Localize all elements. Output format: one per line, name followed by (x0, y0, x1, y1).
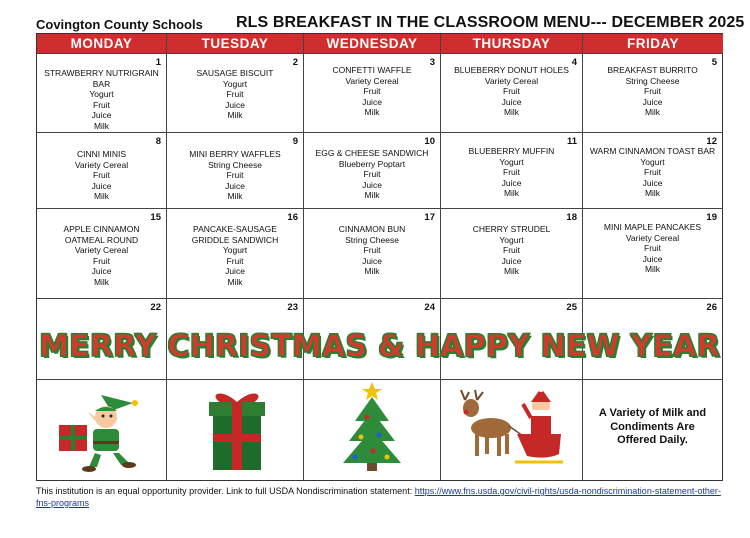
menu-entree: BLUEBERRY MUFFIN (468, 146, 555, 156)
menu-entree: BREAKFAST BURRITO (607, 65, 698, 75)
menu-entree: BLUEBERRY DONUT HOLES (454, 65, 569, 75)
day-cell (37, 54, 166, 132)
date-number: 24 (424, 302, 435, 313)
menu-title: RLS BREAKFAST IN THE CLASSROOM MENU--- DECEMBER 2025 (236, 14, 745, 31)
menu-entree: CONFETTI WAFFLE (332, 65, 412, 75)
menu-side: Fruit (226, 170, 244, 181)
menu-side: Milk (503, 107, 520, 118)
day-header-monday: MONDAY (37, 34, 166, 53)
date-number: 9 (292, 136, 298, 147)
menu-side: Juice (362, 96, 382, 107)
date-number: 11 (566, 136, 577, 147)
menu-side: Milk (364, 190, 380, 201)
menu-side: Fruit (503, 245, 520, 256)
gift-box-illustration (197, 384, 277, 474)
day-cell (167, 209, 303, 298)
menu-side: Variety Cereal (625, 232, 680, 243)
menu-side: Juice (225, 99, 245, 110)
day-cell (441, 209, 582, 298)
date-number: 22 (150, 302, 161, 313)
menu-side: Milk (644, 107, 661, 118)
menu-side: Yogurt (499, 234, 524, 245)
date-number: 23 (287, 302, 298, 313)
menu-side: Juice (225, 266, 245, 277)
district-name: Covington County Schools (36, 17, 203, 32)
date-number: 12 (706, 136, 717, 147)
day-cell (583, 54, 722, 132)
menu-entree: MINI BERRY WAFFLES (189, 149, 281, 159)
date-number: 5 (711, 57, 717, 68)
menu-entree: CINNI MINIS (76, 149, 127, 159)
date-number: 16 (287, 212, 298, 223)
menu-entree: PANCAKE-SAUSAGE GRIDDLE SANDWICH (191, 224, 279, 245)
menu-side: Juice (91, 266, 112, 277)
menu-side: Fruit (503, 86, 520, 97)
menu-entree: APPLE CINNAMON OATMEAL ROUND (63, 224, 140, 245)
menu-side: Juice (642, 96, 663, 107)
menu-entree: CHERRY STRUDEL (472, 224, 551, 234)
menu-side: Variety Cereal (345, 75, 399, 86)
menu-side: Juice (501, 177, 522, 188)
menu-side: String Cheese (625, 75, 680, 86)
elf-illustration (51, 389, 151, 474)
menu-side: Fruit (363, 86, 381, 97)
menu-side: Juice (91, 180, 112, 191)
nondiscrimination-text: This institution is an equal opportunity provider. Link to full USDA Nondiscrimination statement: (36, 486, 413, 496)
date-number: 2 (292, 57, 298, 68)
menu-side: Fruit (93, 170, 110, 181)
menu-side: Fruit (363, 245, 381, 256)
date-number: 15 (150, 212, 161, 223)
menu-side: String Cheese (208, 159, 262, 170)
menu-calendar (36, 33, 723, 481)
day-header-tuesday: TUESDAY (167, 34, 303, 53)
menu-side: Yogurt (499, 156, 524, 167)
menu-entree: MINI MAPLE PANCAKES (603, 222, 702, 232)
day-cell (37, 133, 166, 208)
menu-side: Yogurt (640, 156, 665, 167)
menu-entree: STRAWBERRY NUTRIGRAIN BAR (44, 68, 159, 89)
menu-side: Juice (501, 255, 522, 266)
menu-side: Juice (501, 96, 522, 107)
menu-side: Milk (227, 191, 243, 202)
menu-side: Yogurt (222, 78, 248, 89)
day-cell (441, 133, 582, 208)
date-number: 25 (566, 302, 577, 313)
menu-entree: EGG & CHEESE SANDWICH (315, 148, 429, 158)
menu-side: Milk (503, 266, 520, 277)
menu-side: Milk (227, 276, 243, 287)
menu-side: Milk (503, 188, 520, 199)
menu-side: Variety Cereal (484, 75, 539, 86)
day-cell (583, 133, 722, 208)
day-cell (167, 54, 303, 132)
date-number: 18 (566, 212, 577, 223)
menu-side: Fruit (226, 89, 244, 100)
menu-side: Yogurt (222, 245, 248, 256)
day-header-thursday: THURSDAY (441, 34, 582, 53)
date-number: 19 (706, 212, 717, 223)
date-number: 4 (571, 57, 577, 68)
menu-side: Yogurt (89, 89, 114, 100)
day-cell (441, 54, 582, 132)
menu-side: Juice (642, 177, 663, 188)
menu-side: Blueberry Poptart (338, 158, 406, 169)
menu-side: Fruit (226, 255, 244, 266)
menu-side: Fruit (503, 167, 520, 178)
menu-side: Milk (364, 266, 380, 277)
grid-line (37, 298, 722, 299)
date-number: 3 (429, 57, 435, 68)
day-cell (304, 209, 440, 298)
day-cell (583, 209, 722, 298)
menu-side: Juice (642, 253, 663, 264)
menu-side: Variety Cereal (74, 245, 129, 256)
menu-entree: WARM CINNAMON TOAST BAR (589, 146, 716, 156)
date-number: 10 (424, 136, 435, 147)
menu-side: Fruit (93, 99, 110, 110)
menu-side: Variety Cereal (74, 159, 129, 170)
footer-statement (36, 485, 726, 509)
menu-side: Milk (364, 107, 380, 118)
day-cell (167, 133, 303, 208)
menu-side: Milk (93, 276, 110, 287)
menu-side: Fruit (644, 243, 661, 254)
date-number: 17 (424, 212, 435, 223)
menu-side: Milk (227, 110, 243, 121)
date-number: 8 (155, 136, 161, 147)
menu-side: Fruit (644, 86, 661, 97)
menu-entree: CINNAMON BUN (338, 224, 406, 234)
menu-side: Juice (362, 179, 382, 190)
day-header-friday: FRIDAY (583, 34, 723, 53)
milk-condiments-note: A Variety of Milk and Condiments Are Offered Daily. (598, 407, 707, 446)
menu-side: Fruit (93, 255, 110, 266)
day-header-wednesday: WEDNESDAY (304, 34, 440, 53)
menu-side: Milk (93, 191, 110, 202)
day-cell (304, 54, 440, 132)
day-cell (37, 209, 166, 298)
menu-side: Fruit (363, 169, 381, 180)
menu-side: String Cheese (345, 234, 399, 245)
date-number: 1 (155, 57, 161, 68)
date-number: 26 (706, 302, 717, 313)
christmas-tree-illustration (337, 379, 407, 474)
santa-sleigh-illustration (457, 386, 567, 471)
menu-side: Juice (225, 180, 245, 191)
usda-statement-link[interactable]: https://www.fns.usda.gov/civil-rights/usda-nondiscrimination-statement-other-fns-programs (36, 486, 721, 508)
menu-side: Juice (91, 110, 112, 121)
menu-side: Milk (644, 264, 661, 275)
menu-side: Juice (362, 255, 382, 266)
holiday-banner: MERRY CHRISTMAS & HAPPY NEW YEAR (39, 329, 720, 364)
menu-entree: SAUSAGE BISCUIT (196, 68, 274, 78)
menu-side: Fruit (644, 167, 661, 178)
day-cell (304, 133, 440, 208)
menu-side: Milk (644, 188, 661, 199)
menu-side: Milk (93, 120, 110, 131)
